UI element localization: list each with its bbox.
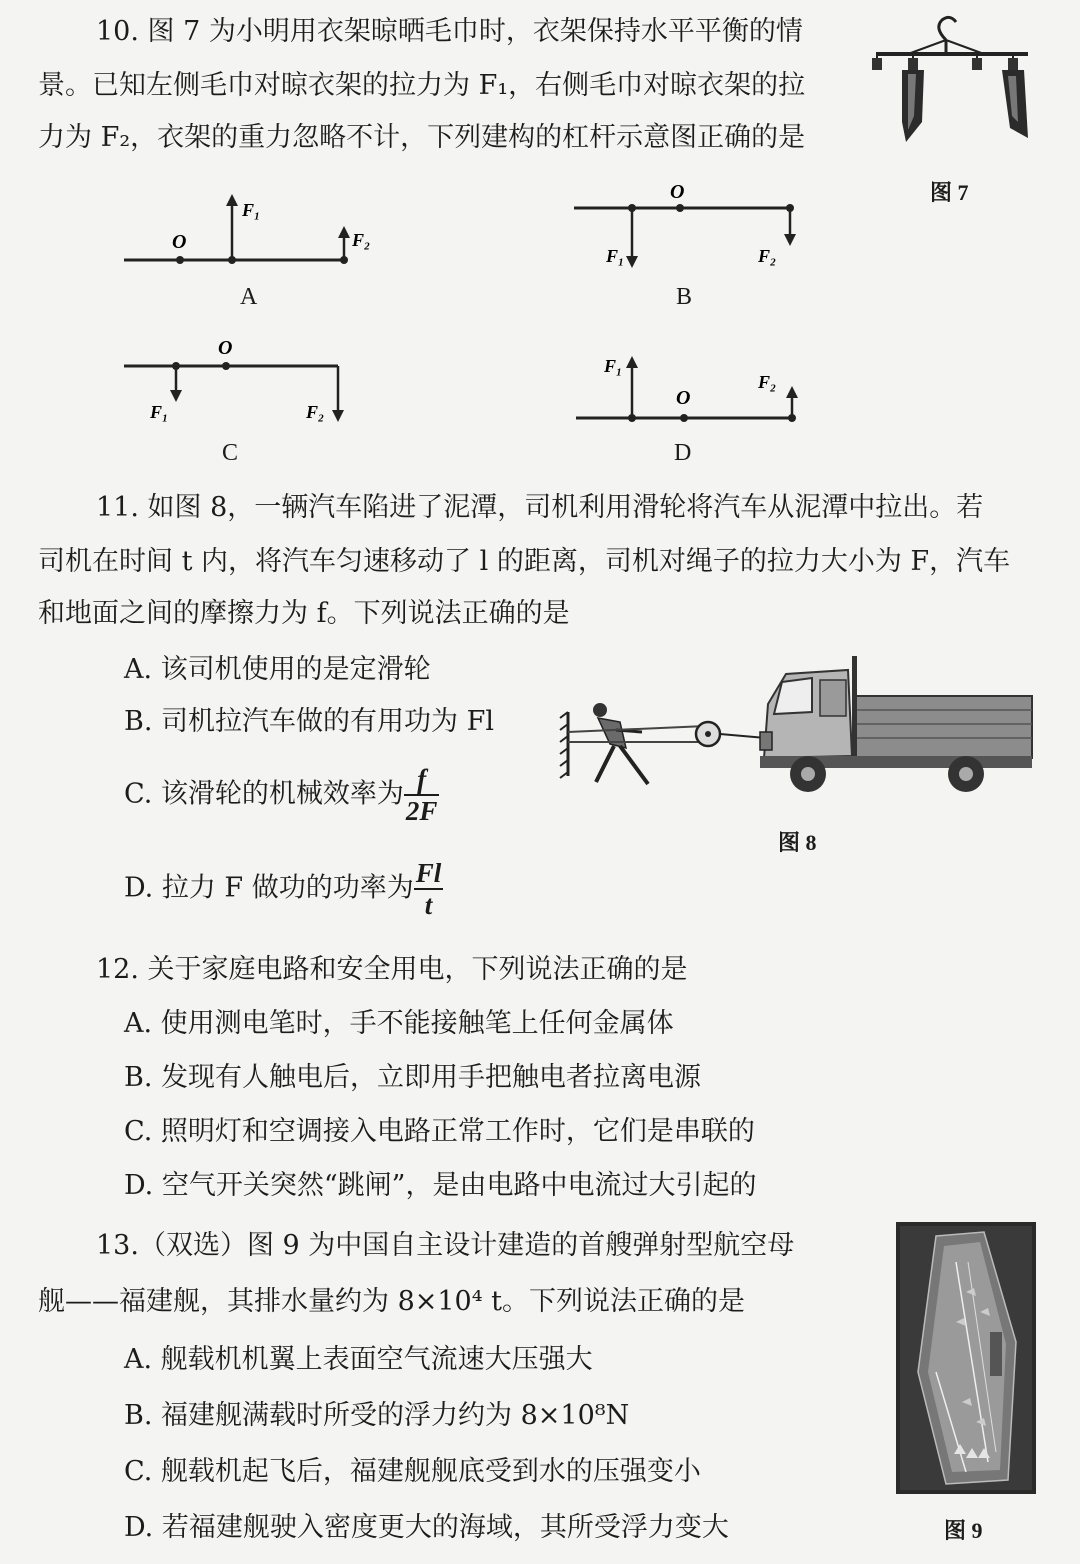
q12-option-d: D. 空气开关突然“跳闸”，是由电路中电流过大引起的 <box>124 1170 757 1201</box>
lever-diagram-a <box>122 190 371 280</box>
q11-stem-line1: 11. 如图 8，一辆汽车陷进了泥潭，司机利用滑轮将汽车从泥潭中拉出。若 <box>96 492 984 523</box>
pivot-label-b: O <box>670 181 685 203</box>
q11-option-c-fraction <box>404 764 440 826</box>
q11-option-c-denominator: 2F <box>405 796 438 826</box>
q13-option-c: C. 舰载机起飞后，福建舰舰底受到水的压强变小 <box>124 1456 701 1487</box>
q11-option-c <box>124 764 439 826</box>
q12-option-c: C. 照明灯和空调接入电路正常工作时，它们是串联的 <box>124 1116 755 1147</box>
fig7-caption: 图 7 <box>930 180 969 205</box>
q11-option-c-numerator: f <box>404 764 440 796</box>
q12-stem: 12. 关于家庭电路和安全用电，下列说法正确的是 <box>96 954 688 985</box>
fig8-caption: 图 8 <box>778 830 817 855</box>
q10-stem-line2: 景。已知左侧毛巾对晾衣架的拉力为 F₁，右侧毛巾对晾衣架的拉 <box>38 70 806 101</box>
q11-option-d <box>124 858 443 920</box>
f2-label-a: F₂ <box>352 230 371 250</box>
f1-label-d: F₁ <box>604 356 623 376</box>
q13-option-a: A. 舰载机机翼上表面空气流速大压强大 <box>124 1344 593 1375</box>
q11-option-b: B. 司机拉汽车做的有用功为 Fl <box>124 706 494 737</box>
lever-diagram-d <box>574 338 824 428</box>
q11-option-d-numerator: Fl <box>415 858 442 888</box>
lever-diagram-c <box>122 334 372 424</box>
q11-option-d-text: D. 拉力 F 做功的功率为 <box>124 872 414 904</box>
option-b-label: B <box>676 284 693 310</box>
q12-option-a: A. 使用测电笔时，手不能接触笔上任何金属体 <box>124 1008 674 1039</box>
pivot-label-d: O <box>676 387 691 409</box>
option-a-label: A <box>240 284 258 310</box>
pivot-label-a: O <box>172 231 187 253</box>
q13-option-b: B. 福建舰满载时所受的浮力约为 8×10⁸N <box>124 1400 630 1431</box>
q13-stem-line1: 13.（双选）图 9 为中国自主设计建造的首艘弹射型航空母 <box>96 1230 795 1261</box>
q10-stem-line1: 10. 图 7 为小明用衣架晾晒毛巾时，衣架保持水平平衡的情 <box>96 16 803 47</box>
f2-label-c: F₂ <box>306 402 325 422</box>
option-c-label: C <box>222 440 239 466</box>
q11-option-d-fraction <box>414 858 444 920</box>
option-d-label: D <box>674 440 692 466</box>
f2-label-d: F₂ <box>758 372 777 392</box>
q12-option-b: B. 发现有人触电后，立即用手把触电者拉离电源 <box>124 1062 702 1093</box>
q13-option-d: D. 若福建舰驶入密度更大的海域，其所受浮力变大 <box>124 1512 729 1543</box>
q10-stem-line3: 力为 F₂，衣架的重力忽略不计，下列建构的杠杆示意图正确的是 <box>38 122 806 153</box>
f2-label-b: F₂ <box>758 246 777 266</box>
hanger-figure <box>868 12 1038 152</box>
f1-label-c: F₁ <box>150 402 169 422</box>
q11-option-a: A. 该司机使用的是定滑轮 <box>124 654 431 685</box>
f1-label-b: F₁ <box>606 246 625 266</box>
carrier-photo <box>896 1222 1036 1494</box>
fig9-caption: 图 9 <box>944 1518 983 1543</box>
q11-option-c-text: C. 该滑轮的机械效率为 <box>124 778 404 810</box>
f1-label-a: F₁ <box>242 200 261 220</box>
q11-option-d-denominator: t <box>424 890 433 920</box>
q13-stem-line2: 舰——福建舰，其排水量约为 8×10⁴ t。下列说法正确的是 <box>38 1286 745 1317</box>
pivot-label-c: O <box>218 337 233 359</box>
q11-stem-line2: 司机在时间 t 内，将汽车匀速移动了 l 的距离，司机对绳子的拉力大小为 F，汽车 <box>38 546 1011 577</box>
lever-diagram-b <box>572 176 822 266</box>
truck-pulley-figure <box>556 652 1036 812</box>
q11-stem-line3: 和地面之间的摩擦力为 f。下列说法正确的是 <box>38 598 570 629</box>
